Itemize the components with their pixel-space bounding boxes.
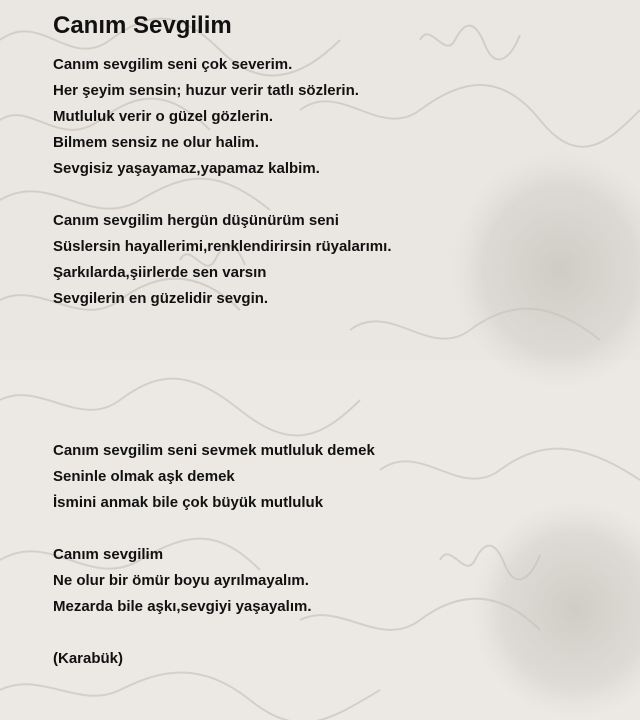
poem-line: Bilmem sensiz ne olur halim.	[53, 134, 259, 151]
poem-line: İsmini anmak bile çok büyük mutluluk	[53, 494, 324, 511]
poem-line: Canım sevgilim seni çok severim.	[53, 56, 293, 73]
poem-line: Süslersin hayallerimi,renklendirirsin rüyalarımı.	[53, 238, 392, 255]
poem-line: Ne olur bir ömür boyu ayrılmayalım.	[53, 572, 309, 589]
stanza-4	[53, 542, 312, 620]
stanza-1	[53, 52, 359, 182]
stanza-2	[53, 208, 391, 312]
poem-line: Canım sevgilim	[53, 546, 164, 563]
stanza-3	[53, 438, 375, 516]
poem-line: Her şeyim sensin; huzur verir tatlı sözlerin.	[53, 82, 359, 99]
poem-line: Şarkılarda,şiirlerde sen varsın	[53, 264, 267, 281]
poem-line: Canım sevgilim hergün düşünürüm seni	[53, 212, 339, 229]
poem-signature	[53, 646, 123, 672]
poem-location: (Karabük)	[53, 650, 124, 667]
poem-line: Mutluluk verir o güzel gözlerin.	[53, 108, 274, 125]
poem-line: Sevgisiz yaşayamaz,yapamaz kalbim.	[53, 160, 320, 177]
poem-line: Sevgilerin en güzelidir sevgin.	[53, 290, 269, 307]
poem-line: Canım sevgilim seni sevmek mutluluk demek	[53, 442, 375, 459]
poem-line: Seninle olmak aşk demek	[53, 468, 235, 485]
poem-line: Mezarda bile aşkı,sevgiyi yaşayalım.	[53, 598, 312, 615]
poem-title: Canım Sevgilim	[53, 12, 232, 39]
